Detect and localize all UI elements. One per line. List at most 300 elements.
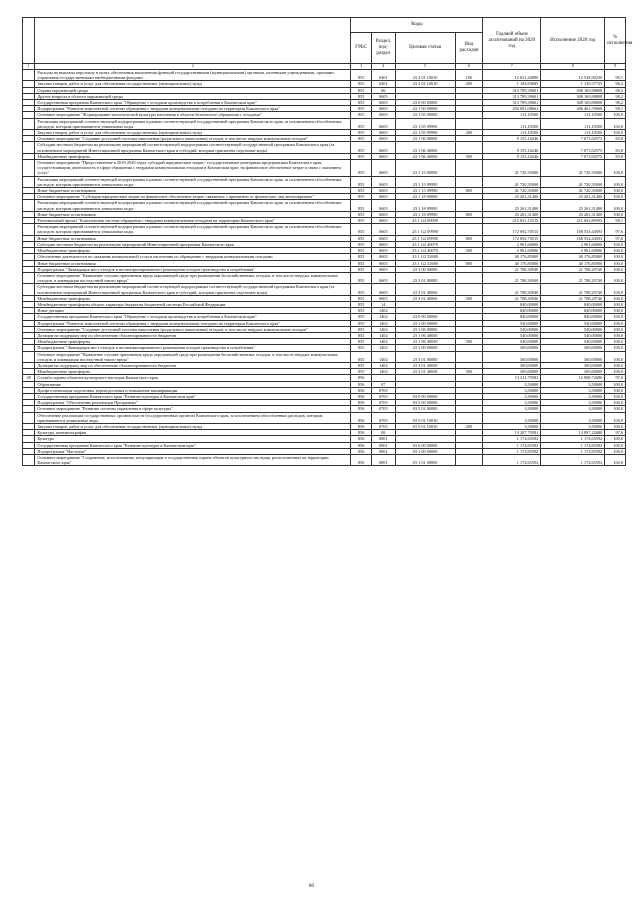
row-plan: 41 720,35000 (483, 160, 541, 177)
row-name: Государственная программа Камчатского края "Развитие культуры в Камчатском крае" (35, 442, 351, 448)
header-cs: Целевая статья (395, 33, 455, 64)
col-number: 6 (455, 64, 483, 70)
row-percent: 100,0 (605, 362, 626, 368)
row-razdel: 0605 (371, 118, 395, 129)
row-percent: 100,0 (605, 118, 626, 129)
row-expense-type: 500 (455, 295, 483, 301)
row-name: Служба охраны объектов культурного наследия Камчатского края (35, 375, 351, 381)
row-fact: 2 961,60000 (541, 241, 605, 247)
row-fact: 12 897,22680 (541, 430, 605, 436)
row-grbs: 855 (351, 218, 372, 224)
row-fact: 7 673,92575 (541, 142, 605, 153)
col-number: 8 (541, 64, 605, 70)
row-razdel: 1402 (371, 308, 395, 314)
row-name: Дотации на поддержку мер по обеспечению сбалансированности бюджетов (35, 362, 351, 368)
row-expense-type (455, 200, 483, 211)
row-target-article: 03 5 00 00000 (395, 400, 455, 406)
row-razdel: 0605 (371, 176, 395, 187)
row-plan: 3,50000 (483, 400, 541, 406)
row-name: Межбюджетные трансферты (35, 153, 351, 159)
col-number: 3 (351, 64, 372, 70)
table-body (23, 70, 626, 466)
row-name: Подпрограмма "Развитие комплексной системы обращения с твердыми коммунальными отходами на территории Камчатского края" (35, 320, 351, 326)
row-name: Обеспечение реализации государственных органов власти (государственных органов) Камчатского края, за исключением обособленных расходов, которым присваиваются уникальные коды (35, 412, 351, 423)
row-expense-type: 800 (455, 235, 483, 241)
row-expense-type: 500 (455, 369, 483, 375)
row-expense-type: 200 (455, 81, 483, 87)
row-fact: 3,50000 (541, 412, 605, 423)
row-percent: 100,0 (605, 369, 626, 375)
row-percent: 100,0 (605, 332, 626, 338)
row-percent: 100,0 (605, 381, 626, 387)
row-percent: 100,0 (605, 130, 626, 136)
row-razdel: 0605 (371, 153, 395, 159)
row-plan: 3,50000 (483, 387, 541, 393)
row-grbs: 855 (351, 130, 372, 136)
row-razdel: 1402 (371, 332, 395, 338)
row-target-article: 23 1 18 09990 (395, 211, 455, 217)
row-percent: 83,8 (605, 142, 626, 153)
row-razdel: 0705 (371, 387, 395, 393)
row-target-article: 23 1 06 00000 (395, 326, 455, 332)
table-row (23, 176, 626, 187)
row-fact: 3,50000 (541, 400, 605, 406)
row-razdel: 0801 (371, 436, 395, 442)
row-razdel: 08 (371, 430, 395, 436)
row-plan: 21 708,30940 (483, 284, 541, 295)
row-target-article: 23 3 01 40060 (395, 295, 455, 301)
row-grbs: 855 (351, 248, 372, 254)
row-number (23, 272, 35, 283)
row-fact: 1 139,37735 (541, 81, 605, 87)
row-fact: 21 708,29740 (541, 295, 605, 301)
row-grbs: 855 (351, 224, 372, 235)
row-razdel: 0605 (371, 266, 395, 272)
row-grbs: 855 (351, 362, 372, 368)
row-razdel: 0605 (371, 295, 395, 301)
row-plan: 540,00000 (483, 332, 541, 338)
col-number: 9 (605, 64, 626, 70)
row-grbs: 855 (351, 266, 372, 272)
row-plan: 21 708,30940 (483, 266, 541, 272)
row-razdel: 1402 (371, 345, 395, 351)
col-number: 4 (371, 64, 395, 70)
row-razdel: 0605 (371, 130, 395, 136)
row-expense-type: 500 (455, 153, 483, 159)
row-razdel: 0801 (371, 448, 395, 454)
row-percent: 100,0 (605, 455, 626, 466)
row-plan: 9 155,16246 (483, 153, 541, 159)
row-percent: 100,0 (605, 339, 626, 345)
row-plan: 540,00000 (483, 320, 541, 326)
row-percent: 97,6 (605, 235, 626, 241)
row-grbs: 855 (351, 301, 372, 307)
row-number (23, 284, 35, 295)
row-target-article: 03 1 01 00000 (395, 455, 455, 466)
row-name: Профессиональная подготовка, переподготовка и повышение квалификации (35, 387, 351, 393)
row-grbs: 855 (351, 176, 372, 187)
row-razdel: 0605 (371, 248, 395, 254)
row-plan: 172 692,70515 (483, 235, 541, 241)
row-percent: 100,0 (605, 295, 626, 301)
row-name: Основное мероприятие "Выявление случаев причинения вреда окружающей среде при размещении бесхозяйственных отходов, в том числе твердых коммунальных отходов, и ликвидация последствий такого вреда" (35, 272, 351, 283)
row-name: Основное мероприятие "Формирование экологической культуры населения в области безопасного обращения с отходами" (35, 112, 351, 118)
row-plan: 3,50000 (483, 412, 541, 423)
row-target-article: 23 0 00 00000 (395, 314, 455, 320)
header-fact: Исполнение 2020 год (541, 18, 605, 64)
row-name: Субсидии местным бюджетам на реализацию мероприятий соответствующей подпрограммы соответствующей государственной программы Камчатского края (за исключением мероприятий Инвестиционной программы Камчатского края и субсидий, которым присвоены отдельные коды) (35, 284, 351, 295)
row-target-article: 23 1 06 40030 (395, 332, 455, 338)
row-name: Подпрограмма "Развитие комплексной системы обращения с твердыми коммунальными отходами на территории Камчатского края" (35, 106, 351, 112)
row-target-article: 23 3 01 40030 (395, 369, 455, 375)
row-name: Межбюджетные трансферты (35, 369, 351, 375)
row-percent: 98,2 (605, 87, 626, 93)
row-plan: 1 174,65592 (483, 455, 541, 466)
row-plan: 41 720,35000 (483, 176, 541, 187)
row-percent: 100,0 (605, 188, 626, 194)
table-row (23, 160, 626, 177)
row-expense-type: 200 (455, 130, 483, 136)
row-percent: 98,2 (605, 93, 626, 99)
row-name: Расходы на выплаты персоналу в целях обеспечения выполнения функций государственными (муниципальными) органами, казенными учреждениями, органами управления государственными внебюджетными фондами (35, 70, 351, 81)
row-percent: 100,0 (605, 194, 626, 200)
row-fact: 840,00000 (541, 301, 605, 307)
row-percent: 100,0 (605, 284, 626, 295)
row-fact: 113,10500 (541, 130, 605, 136)
row-grbs: 855 (351, 81, 372, 87)
row-fact: 12 538,90230 (541, 70, 605, 81)
table-row (23, 412, 626, 423)
row-expense-type (455, 142, 483, 153)
row-number (23, 351, 35, 362)
row-grbs: 856 (351, 423, 372, 429)
row-percent: 100,0 (605, 200, 626, 211)
row-target-article: 03 1 00 00000 (395, 448, 455, 454)
row-name: Закупка товаров, работ и услуг для обеспечения государственных (муниципальных) нужд (35, 130, 351, 136)
row-name: Подпрограмма "Обеспечение реализации Программы" (35, 400, 351, 406)
row-percent: 100,0 (605, 260, 626, 266)
row-fact: 300,00000 (541, 369, 605, 375)
row-grbs: 855 (351, 142, 372, 153)
row-fact: 25 261,31400 (541, 200, 605, 211)
row-target-article: 23 3 00 00000 (395, 266, 455, 272)
row-grbs: 855 (351, 93, 372, 99)
row-name: Основное мероприятие "Сохранение, использование, популяризация и государственная охрана объектов культурного наследия, расположенных на территории Камчатского края" (35, 455, 351, 466)
row-target-article: 23 1 G2 52680 (395, 260, 455, 266)
row-name: Закупка товаров, работ и услуг для обеспечения государственных (муниципальных) нужд (35, 81, 351, 87)
row-percent: 100,0 (605, 412, 626, 423)
row-expense-type (455, 118, 483, 129)
row-plan: 2 961,60000 (483, 248, 541, 254)
row-expense-type (455, 412, 483, 423)
row-plan: 3,50000 (483, 393, 541, 399)
row-expense-type: 100 (455, 70, 483, 81)
row-target-article: 23 3 01 40030 (395, 362, 455, 368)
row-percent: 100,0 (605, 248, 626, 254)
row-percent: 98,1 (605, 218, 626, 224)
row-percent: 97,6 (605, 430, 626, 436)
row-razdel: 0605 (371, 142, 395, 153)
row-name: Охрана окружающей среды (35, 87, 351, 93)
row-razdel: 0605 (371, 160, 395, 177)
row-percent: 100,0 (605, 266, 626, 272)
row-percent: 100,0 (605, 176, 626, 187)
row-grbs: 855 (351, 254, 372, 260)
row-razdel: 0705 (371, 423, 395, 429)
row-target-article: 23 1 06 00000 (395, 136, 455, 142)
row-plan: 40 176,85000 (483, 254, 541, 260)
row-grbs: 856 (351, 400, 372, 406)
row-percent: 100,0 (605, 160, 626, 177)
row-plan: 41 720,35000 (483, 188, 541, 194)
row-grbs: 856 (351, 406, 372, 412)
row-plan: 13 211,79581 (483, 375, 541, 381)
row-fact: 41 720,35000 (541, 160, 605, 177)
row-razdel: 0801 (371, 442, 395, 448)
row-fact: 1 174,65592 (541, 436, 605, 442)
row-name: Подпрограмма "Наследие" (35, 448, 351, 454)
row-razdel: 0605 (371, 211, 395, 217)
row-grbs: 855 (351, 320, 372, 326)
row-target-article: 23 1 G2 09990 (395, 224, 455, 235)
row-grbs: 856 (351, 393, 372, 399)
row-grbs: 855 (351, 194, 372, 200)
row-grbs: 856 (351, 412, 372, 423)
row-number (23, 200, 35, 211)
header-vr: Вид расходов (455, 33, 483, 64)
row-plan: 3,50000 (483, 423, 541, 429)
row-name: Образование (35, 381, 351, 387)
row-razdel: 0705 (371, 400, 395, 406)
row-percent: 100,0 (605, 326, 626, 332)
row-expense-type: 200 (455, 423, 483, 429)
row-fact: 540,00000 (541, 326, 605, 332)
row-target-article: 03 0 00 00000 (395, 393, 455, 399)
row-grbs: 855 (351, 345, 372, 351)
row-razdel: 06 (371, 87, 395, 93)
row-target-article: 23 1 05 00000 (395, 112, 455, 118)
row-grbs: 856 (351, 387, 372, 393)
row-grbs: 855 (351, 332, 372, 338)
row-number (23, 70, 35, 81)
row-grbs: 855 (351, 153, 372, 159)
row-fact: 25 261,31400 (541, 194, 605, 200)
row-name: Основное мероприятие "Субсидия юридическим лицам на финансовое обеспечение затрат, связанных с принятием от физических лиц автопокрышек" (35, 194, 351, 200)
row-percent: 100,0 (605, 351, 626, 362)
row-target-article: 23 2 01 10010 (395, 70, 455, 81)
row-plan: 113,10500 (483, 118, 541, 129)
row-grbs: 855 (351, 314, 372, 320)
row-percent: 98,2 (605, 100, 626, 106)
row-name: Субсидии местным бюджетам на реализацию мероприятий Инвестиционной программы Камчатского края (35, 241, 351, 247)
row-target-article: 03 0 00 00000 (395, 442, 455, 448)
row-plan: 292 081,08661 (483, 106, 541, 112)
row-target-article: 23 3 01 40060 (395, 284, 455, 295)
header-num (23, 18, 35, 64)
row-name: Региональный проект "Комплексная система обращения с твердыми коммунальными отходами на территории Камчатского края" (35, 218, 351, 224)
row-fact: 540,00000 (541, 339, 605, 345)
row-fact: 2 961,60000 (541, 248, 605, 254)
page-number: 80 (309, 884, 314, 889)
row-expense-type (455, 284, 483, 295)
row-fact: 12 908,72680 (541, 375, 605, 381)
row-name: Субсидии местным бюджетам на реализацию мероприятий соответствующей подпрограммы соответствующей государственной программы Камчатского края (за исключением мероприятий Инвестиционной программы Камчатского края и субсидий, которым присвоены отдельные коды) (35, 142, 351, 153)
row-number (23, 455, 35, 466)
table-row (23, 70, 626, 81)
row-target-article: 23 1 15 09990 (395, 188, 455, 194)
row-plan: 1 174,65592 (483, 442, 541, 448)
row-number (23, 118, 35, 129)
row-number (23, 142, 35, 153)
row-fact: 21 708,29740 (541, 266, 605, 272)
row-name: Реализация мероприятий соответствующей подпрограммы в рамках соответствующей государственной программы Камчатского края, за исключением обособленных расходов, которым присваиваются уникальные коды (35, 200, 351, 211)
row-expense-type (455, 176, 483, 187)
row-expense-type: 800 (455, 211, 483, 217)
col-number: 2 (35, 64, 351, 70)
row-target-article: 23 1 05 09990 (395, 130, 455, 136)
row-plan: 21 708,30940 (483, 295, 541, 301)
row-razdel: 0605 (371, 188, 395, 194)
row-fact: 211 692,89593 (541, 218, 605, 224)
row-razdel: 0605 (371, 136, 395, 142)
row-target-article: 23 3 01 00000 (395, 351, 455, 362)
row-name: Дотации на поддержку мер по обеспечению сбалансированности бюджетов (35, 332, 351, 338)
row-razdel: 0605 (371, 224, 395, 235)
row-grbs: 855 (351, 241, 372, 247)
row-target-article: 23 1 G2 09990 (395, 235, 455, 241)
row-target-article: 23 1 18 09990 (395, 200, 455, 211)
row-plan: 215 831,15515 (483, 218, 541, 224)
row-target-article: 23 1 G2 40070 (395, 241, 455, 247)
row-razdel: 0705 (371, 406, 395, 412)
row-fact: 40 176,85000 (541, 254, 605, 260)
row-plan: 172 692,70515 (483, 224, 541, 235)
row-number (23, 412, 35, 423)
row-name: Основное мероприятие "Создание доступной системы накопления (раздельного накопления) отходов, в том числе твердых коммунальных отходов" (35, 136, 351, 142)
row-percent: 100,0 (605, 406, 626, 412)
row-name: Основное мероприятие "Предоставление в 2019-2020 годах субсидий юридическим лицам - государственным унитарным предприятиям Камчатского края, осуществляющим деятельность в сфере обращения с твердыми коммунальными отходами в Камчатском крае, на финансовое обеспечение затрат в связи с оказанием услуг" (35, 160, 351, 177)
row-razdel: 1402 (371, 362, 395, 368)
row-fact: 3,50000 (541, 381, 605, 387)
row-fact: 41 720,35000 (541, 188, 605, 194)
row-percent: 100,0 (605, 400, 626, 406)
row-grbs: 856 (351, 430, 372, 436)
row-razdel: 0605 (371, 194, 395, 200)
table-row (23, 284, 626, 295)
row-name: Иные бюджетные ассигнования (35, 188, 351, 194)
row-name: Межбюджетные трансферты (35, 295, 351, 301)
row-fact: 308 169,88808 (541, 93, 605, 99)
row-percent: 96,2 (605, 81, 626, 87)
row-grbs: 855 (351, 295, 372, 301)
row-plan: 25 261,31400 (483, 194, 541, 200)
row-fact: 3,50000 (541, 423, 605, 429)
row-grbs: 855 (351, 211, 372, 217)
row-razdel: 0605 (371, 218, 395, 224)
col-number: 7 (483, 64, 541, 70)
row-number (23, 176, 35, 187)
row-percent: 97,6 (605, 224, 626, 235)
row-plan: 2 961,60000 (483, 241, 541, 247)
row-plan: 25 261,31400 (483, 200, 541, 211)
row-grbs: 855 (351, 100, 372, 106)
row-razdel: 0401 (371, 70, 395, 81)
row-name: Подпрограмма "Ликвидация мест отходов и несанкционированного размещения отходов производства и потребления" (35, 266, 351, 272)
row-razdel: 07 (371, 381, 395, 387)
row-fact: 540,00000 (541, 332, 605, 338)
row-fact: 3,50000 (541, 393, 605, 399)
row-target-article: 03 5 01 10010 (395, 423, 455, 429)
row-grbs: 856 (351, 381, 372, 387)
row-razdel: 0605 (371, 106, 395, 112)
row-percent: 83,8 (605, 153, 626, 159)
row-razdel: 0705 (371, 393, 395, 399)
row-plan: 25 261,31400 (483, 211, 541, 217)
row-expense-type (455, 351, 483, 362)
row-fact: 3,50000 (541, 406, 605, 412)
row-fact: 300,00000 (541, 351, 605, 362)
row-grbs: 855 (351, 70, 372, 81)
row-percent: 100,0 (605, 254, 626, 260)
table-row (23, 200, 626, 211)
row-razdel: 0605 (371, 284, 395, 295)
row-plan: 300,00000 (483, 351, 541, 362)
budget-table (22, 17, 633, 466)
row-name: Культура, кинематография (35, 430, 351, 436)
row-name: Межбюджетные трансферты (35, 248, 351, 254)
row-name: Реализация мероприятий соответствующей подпрограммы в рамках соответствующей государственной программы Камчатского края, за исключением обособленных расходов, которым присваиваются уникальные коды (35, 224, 351, 235)
row-name: Другие вопросы в области окружающей среды (35, 93, 351, 99)
row-razdel: 0705 (371, 412, 395, 423)
row-expense-type: 800 (455, 188, 483, 194)
row-target-article: 03 5 01 00000 (395, 406, 455, 412)
row-number (23, 160, 35, 177)
header-name (35, 18, 351, 64)
row-fact: 7 673,92575 (541, 153, 605, 159)
row-plan: 313 789,39601 (483, 100, 541, 106)
row-expense-type (455, 455, 483, 466)
row-fact: 1 174,65592 (541, 455, 605, 466)
row-plan: 113,10500 (483, 112, 541, 118)
header-grbs: ГРБС (351, 33, 372, 64)
row-number: 38 (23, 375, 35, 381)
row-fact: 308 169,88808 (541, 100, 605, 106)
row-grbs: 855 (351, 112, 372, 118)
row-name: Иные бюджетные ассигнования (35, 235, 351, 241)
row-name: Основное мероприятие "Создание доступной системы накопления (раздельного накопления) отходов, в том числе твердых коммунальных отходов" (35, 326, 351, 332)
row-expense-type: 500 (455, 339, 483, 345)
row-percent: 100,0 (605, 448, 626, 454)
row-name: Государственная программа Камчатского края "Обращение с отходами производства и потребления в Камчатском крае" (35, 314, 351, 320)
row-plan: 300,00000 (483, 369, 541, 375)
row-fact: 40 176,85000 (541, 260, 605, 266)
row-razdel: 0605 (371, 112, 395, 118)
row-grbs: 855 (351, 136, 372, 142)
row-fact: 3,50000 (541, 387, 605, 393)
row-fact: 21 708,29740 (541, 284, 605, 295)
row-percent: 100,0 (605, 308, 626, 314)
row-grbs: 855 (351, 339, 372, 345)
row-target-article: 03 5 01 10010 (395, 412, 455, 423)
row-grbs: 856 (351, 455, 372, 466)
row-grbs: 856 (351, 448, 372, 454)
row-percent: 100,0 (605, 423, 626, 429)
row-percent: 100,0 (605, 241, 626, 247)
header-codes: Коды (351, 18, 483, 33)
row-plan: 3,50000 (483, 381, 541, 387)
row-percent: 100,0 (605, 436, 626, 442)
row-fact: 840,00000 (541, 308, 605, 314)
